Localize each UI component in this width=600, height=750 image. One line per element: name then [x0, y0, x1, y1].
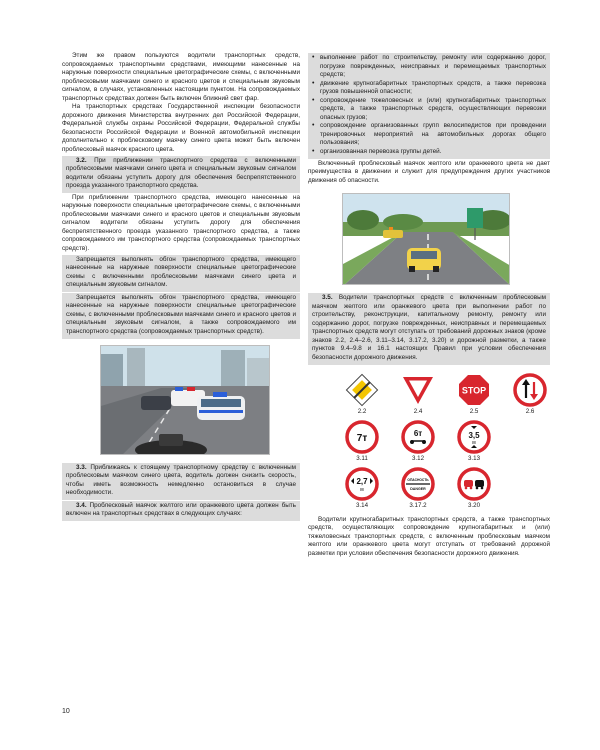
stop-sign-icon: [457, 373, 491, 407]
sign-code: 3.11: [356, 454, 368, 462]
rule-3-4-box: [62, 501, 300, 521]
sign-2-4: [394, 373, 442, 416]
rule-3-2-box: [62, 156, 300, 193]
paragraph-rule-3-3: 3.3. Приближаясь к стоящему транспортному средству с включенным проблесковым маячком синего цвета, водитель должен снизить скорость, чтобы иметь возможность немедленно остановиться в случае необходимости.: [66, 463, 296, 497]
rule-number: 3.3.: [76, 463, 87, 471]
overtaking-box-2: [62, 293, 300, 339]
sign-3-14-unit: м: [360, 486, 364, 493]
rule-number: 3.2.: [76, 156, 87, 164]
paragraph-red-beacon: На транспортных средствах Государственной инспекции безопасности дорожного движения Министерства внутренних дел Российской Федерации, Федеральной службы охраны Российской Федерации, Федеральной службы безопасности Российской Федерации и Военной автомобильной инспекции дополнительно к проблесковому маячку синего цвета может быть включен проблесковый маячок красного цвета.: [62, 103, 300, 154]
paragraph-rule-3-5: 3.5. Водители транспортных средств с включенным проблесковым маячком желтого или оранжевого цвета при выполнении работ по строительству, реконструкции, капитальному ремонту, ремонту или содержанию дорог, погрузке поврежденных, неисправных и перемещаемых транспортных средств могут отступать от требований дорожных знаков (кроме знаков 2.2, 2.4–2.6, 3.11–3.14, 3.17.2, 3.20) и дорожной разметки, а также пунктов 9.4–9.8 и 16.1 настоящих Правил при условии обеспечения безопасности дорожного движения.: [312, 294, 546, 362]
sign-code: 3.14: [355, 501, 369, 509]
cases-list: [312, 54, 546, 157]
sign-3-14-text: 2,7: [356, 476, 368, 486]
rule-number: 3.5.: [322, 294, 333, 302]
paragraph-no-priority: Включенный проблесковый маячок желтого или оранжевого цвета не дает преимущества в движении и служит для предупреждения других участников движения об опасности.: [308, 159, 550, 184]
cases-box: [308, 53, 550, 159]
overtaking-box-1: [62, 255, 300, 292]
sign-2-2: [338, 373, 386, 416]
sign-code: 3.20: [467, 501, 481, 509]
no-overtaking-sign-icon: [457, 467, 491, 501]
width-limit-sign-icon: [345, 467, 379, 501]
page-number: 10: [62, 708, 70, 715]
list-item: • организованная перевозка группы детей.: [312, 148, 546, 157]
sign-spacer: [506, 420, 554, 463]
sign-3-12-text: 6т: [413, 428, 423, 438]
sign-3-13-text: 3,5: [468, 430, 480, 440]
road-signs-grid: [338, 373, 550, 510]
paragraph-no-overtaking-blue: Запрещается выполнять обгон транспортного средства, имеющего нанесенные на наружные поверхности специальные цветографические схемы с включенными проблесковыми маячками синего цвета и специальным звуковым сигналом.: [66, 255, 296, 289]
sign-3-14: [338, 467, 386, 510]
paragraph-escort-headlights: Этим же правом пользуются водители транспортных средств, сопровождаемых транспортными средствами, имеющими нанесенные на наружные поверхности специальные цветографические схемы, с включенными проблесковыми маячками синего и красного цветов и специальным звуковым сигналом, в случаях, установленных настоящим пунктом. На сопровождаемых транспортных средствах должен быть включен ближний свет фар.: [62, 52, 300, 102]
sign-code: 2.2: [357, 407, 367, 415]
list-item: • движение крупногабаритных транспортных средств, а также перевозка грузов повышенной опасности;: [312, 80, 546, 97]
sign-3-11: [338, 420, 386, 463]
road-works-illustration: [342, 193, 510, 285]
sign-3-12: [394, 420, 442, 463]
paragraph-oversized-vehicles: Водители крупногабаритных транспортных средств, а также транспортных средств, осуществляющих сопровождение крупногабаритных и (или) тяжеловесных транспортных средств, с включенным проблесковым маячком желтого или оранжевого цвета могут отступать от требований дорожной разметки при условии обеспечения безопасности дорожного движения.: [308, 515, 550, 557]
rule-3-3-box: [62, 463, 300, 500]
list-item: • выполнение работ по строительству, ремонту или содержанию дорог, погрузке поврежденных, неисправных и перемещаемых транспортных средств;: [312, 54, 546, 80]
danger-sign-icon: [401, 467, 435, 501]
sign-3-13-unit: м: [472, 439, 476, 446]
list-item: • сопровождение организованных групп велосипедистов при проведении тренировочных мероприятий на автомобильных дорогах общего пользования;: [312, 122, 546, 148]
escort-motorcade-illustration: [100, 345, 270, 455]
sign-code: 3.12: [411, 454, 425, 462]
sign-code: 2.5: [469, 407, 479, 415]
oncoming-priority-sign-icon: [513, 373, 547, 407]
stop-sign-text: STOP: [461, 385, 487, 396]
sign-3-17-2-text-top: ОПАСНОСТЬ: [407, 477, 429, 482]
rule-number: 3.4.: [76, 501, 87, 509]
sign-3-13: [450, 420, 498, 463]
paragraph-no-overtaking-escort: Запрещается выполнять обгон транспортного средства, имеющего нанесенные на наружные поверхности специальные цветографические схемы, с включенными проблесковыми маячками синего и красного цветов и специальным звуковым сигналом, а также сопровождаемого им транспортного средства (сопровождаемых транспортных средств).: [66, 293, 296, 335]
sign-code: 3.17.2: [409, 501, 427, 509]
sign-3-11-text: 7т: [356, 432, 368, 444]
axle-load-limit-sign-icon: [401, 420, 435, 454]
sign-2-6: [506, 373, 554, 416]
paragraph-rule-3-2: 3.2. При приближении транспортного средства с включенными проблесковыми маячками синего цвета и специальным звуковым сигналом водители обязаны уступить дорогу для обеспечения беспрепятственного проезда указанного транспортного средства.: [66, 156, 296, 190]
sign-code: 2.4: [413, 407, 423, 415]
paragraph-rule-3-4: 3.4. Проблесковый маячок желтого или оранжевого цвета должен быть включен на транспортных средствах в следующих случаях:: [66, 501, 296, 518]
right-column: [308, 52, 550, 558]
sign-3-17-2: [394, 467, 442, 510]
sign-3-17-2-text-bottom: DANGER: [410, 486, 426, 491]
rule-3-5-box: [308, 293, 550, 364]
give-way-sign-icon: [401, 373, 435, 407]
height-limit-sign-icon: [457, 420, 491, 454]
paragraph-give-way-escort: При приближении транспортного средства, имеющего нанесенные на наружные поверхности специальные цветографические схемы, с включенными проблесковыми маячками синего и красного цветов и специальным звуковым сигналом водители обязаны уступить дорогу для обеспечения беспрепятственного проезда указанного транспортного средства, а также сопровождаемого им транспортного средства (сопровождаемых транспортных средств).: [62, 193, 300, 253]
sign-code: 3.13: [467, 454, 481, 462]
sign-2-5: [450, 373, 498, 416]
end-of-priority-road-sign-icon: [345, 373, 379, 407]
sign-3-20: [450, 467, 498, 510]
sign-code: 2.6: [525, 407, 535, 415]
weight-limit-sign-icon: [345, 420, 379, 454]
left-column: [62, 52, 300, 522]
list-item: • сопровождение тяжеловесных и (или) крупногабаритных транспортных средств, а также транспортных средств, осуществляющих перевозки опасных грузов;: [312, 97, 546, 123]
